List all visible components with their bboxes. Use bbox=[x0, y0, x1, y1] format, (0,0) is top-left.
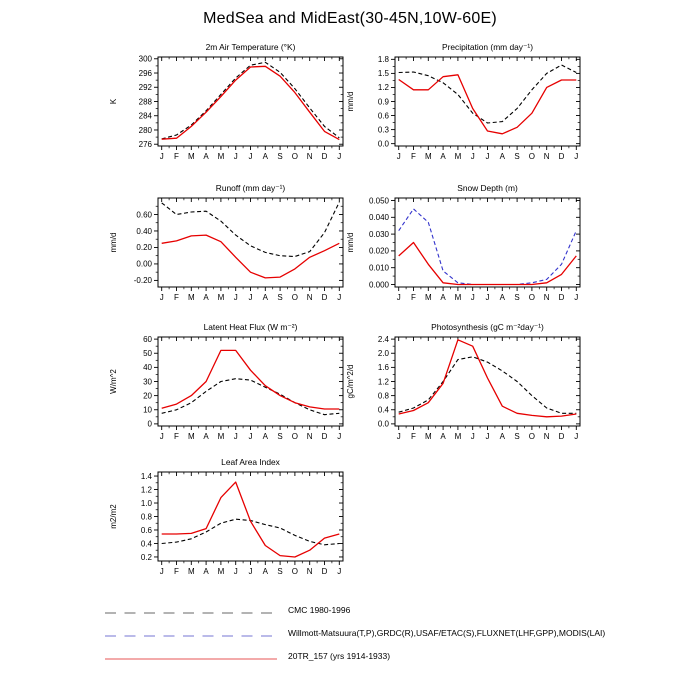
y-tick-label: 300 bbox=[138, 54, 152, 64]
y-tick-label: 276 bbox=[138, 140, 152, 150]
y-tick-label: 1.8 bbox=[377, 55, 389, 65]
x-tick-label: S bbox=[277, 567, 283, 576]
x-tick-label: J bbox=[470, 432, 475, 441]
x-tick-label: A bbox=[203, 567, 209, 576]
chart-svg bbox=[103, 319, 348, 453]
x-tick-label: M bbox=[217, 567, 225, 576]
plot-box bbox=[158, 198, 343, 287]
x-tick-label: J bbox=[337, 567, 342, 576]
x-tick-label: J bbox=[470, 152, 475, 161]
y-tick-label: 1.6 bbox=[377, 363, 389, 373]
panel-snow-depth bbox=[340, 180, 585, 314]
y-tick-label: 40 bbox=[143, 363, 152, 373]
legend-line-dashed-blue bbox=[105, 628, 277, 638]
series-line-dashed bbox=[162, 62, 340, 139]
series-line-dashed bbox=[162, 519, 340, 545]
y-tick-label: 1.2 bbox=[377, 83, 389, 93]
x-tick-label: M bbox=[187, 432, 195, 441]
x-tick-label: D bbox=[321, 152, 328, 161]
x-tick-label: A bbox=[440, 293, 446, 302]
panel-title: Leaf Area Index bbox=[221, 457, 280, 467]
x-tick-label: A bbox=[440, 432, 446, 441]
y-tick-label: -0.20 bbox=[133, 276, 152, 286]
x-tick-label: O bbox=[291, 152, 299, 161]
x-tick-label: S bbox=[277, 293, 283, 302]
y-tick-label: 0.8 bbox=[140, 512, 152, 522]
x-tick-label: O bbox=[528, 293, 536, 302]
x-tick-label: J bbox=[233, 152, 238, 161]
x-tick-label: J bbox=[248, 293, 253, 302]
series-line-solid bbox=[162, 66, 340, 139]
x-tick-label: F bbox=[174, 293, 179, 302]
y-tick-label: 2.0 bbox=[377, 349, 389, 359]
legend-line-svg bbox=[105, 631, 277, 641]
x-tick-label: N bbox=[306, 567, 313, 576]
y-tick-label: 2.4 bbox=[377, 334, 389, 344]
x-tick-label: J bbox=[574, 152, 579, 161]
panel-latent-heat-flux bbox=[103, 319, 348, 453]
y-tick-label: 0.00 bbox=[136, 259, 152, 269]
legend-line-svg bbox=[105, 654, 277, 664]
x-tick-label: N bbox=[306, 293, 313, 302]
y-tick-label: 0.3 bbox=[377, 125, 389, 135]
y-tick-label: 1.0 bbox=[140, 498, 152, 508]
x-tick-label: O bbox=[291, 432, 299, 441]
y-tick-label: 0.010 bbox=[368, 263, 389, 273]
x-tick-label: O bbox=[528, 152, 536, 161]
y-tick-label: 0.4 bbox=[140, 539, 152, 549]
y-axis-label: gC/m^2/d bbox=[346, 364, 355, 399]
y-tick-label: 0.4 bbox=[377, 405, 389, 415]
y-tick-label: 1.2 bbox=[377, 377, 389, 387]
x-tick-label: N bbox=[306, 152, 313, 161]
panel-2m-air-temperature bbox=[103, 39, 348, 173]
x-tick-label: A bbox=[203, 152, 209, 161]
x-tick-label: J bbox=[248, 567, 253, 576]
x-tick-label: F bbox=[411, 152, 416, 161]
x-tick-label: S bbox=[277, 152, 283, 161]
y-tick-label: 0.2 bbox=[140, 552, 152, 562]
x-tick-label: A bbox=[262, 152, 268, 161]
y-axis-label: K bbox=[109, 98, 118, 105]
y-axis-label: W/m^2 bbox=[109, 369, 118, 394]
x-tick-label: J bbox=[233, 432, 238, 441]
y-tick-label: 0.60 bbox=[136, 210, 152, 220]
x-tick-label: M bbox=[454, 293, 462, 302]
figure-title: MedSea and MidEast(30-45N,10W-60E) bbox=[203, 10, 497, 27]
y-tick-label: 288 bbox=[138, 97, 152, 107]
legend-label: 20TR_157 (yrs 1914-1933) bbox=[288, 650, 391, 661]
chart-svg bbox=[340, 180, 585, 314]
y-tick-label: 292 bbox=[138, 83, 152, 93]
x-tick-label: A bbox=[262, 432, 268, 441]
x-tick-label: D bbox=[558, 152, 565, 161]
x-tick-label: A bbox=[440, 152, 446, 161]
y-tick-label: 0.6 bbox=[377, 111, 389, 121]
x-tick-label: D bbox=[321, 432, 328, 441]
y-tick-label: 0.6 bbox=[140, 525, 152, 535]
x-tick-label: J bbox=[337, 432, 342, 441]
y-axis-label: mm/d bbox=[109, 232, 118, 253]
y-tick-label: 280 bbox=[138, 125, 152, 135]
legend-label: CMC 1980-1996 bbox=[288, 604, 351, 615]
x-tick-label: J bbox=[396, 432, 401, 441]
x-tick-label: M bbox=[217, 293, 225, 302]
x-tick-label: F bbox=[174, 432, 179, 441]
x-tick-label: A bbox=[499, 293, 505, 302]
x-tick-label: F bbox=[174, 567, 179, 576]
series-line-solid bbox=[162, 482, 340, 557]
x-tick-label: J bbox=[159, 567, 164, 576]
y-tick-label: 1.2 bbox=[140, 485, 152, 495]
x-tick-label: A bbox=[203, 432, 209, 441]
x-tick-label: J bbox=[485, 293, 490, 302]
series-line-solid bbox=[399, 243, 577, 285]
y-tick-label: 10 bbox=[143, 405, 152, 415]
y-tick-label: 0.20 bbox=[136, 243, 152, 253]
panel-leaf-area-index bbox=[103, 454, 348, 588]
x-tick-label: F bbox=[174, 152, 179, 161]
plot-box bbox=[158, 337, 343, 426]
x-tick-label: O bbox=[291, 567, 299, 576]
x-tick-label: J bbox=[159, 293, 164, 302]
y-tick-label: 0.050 bbox=[368, 196, 389, 206]
panel-title: Photosynthesis (gC m⁻²day⁻¹) bbox=[431, 322, 544, 332]
series-line-solid bbox=[162, 350, 340, 409]
x-tick-label: A bbox=[203, 293, 209, 302]
y-tick-label: 0.8 bbox=[377, 391, 389, 401]
legend-label: Willmott-Matsuura(T,P),GRDC(R),USAF/ETAC(S),FLUXNET(LHF,GPP),MODIS(LAI) bbox=[288, 627, 606, 638]
x-tick-label: M bbox=[187, 293, 195, 302]
x-tick-label: M bbox=[454, 152, 462, 161]
legend-line-svg bbox=[105, 608, 277, 618]
y-tick-label: 30 bbox=[143, 377, 152, 387]
x-tick-label: D bbox=[321, 293, 328, 302]
y-tick-label: 0.030 bbox=[368, 229, 389, 239]
y-tick-label: 0.040 bbox=[368, 213, 389, 223]
x-tick-label: N bbox=[543, 152, 550, 161]
x-tick-label: J bbox=[159, 152, 164, 161]
x-tick-label: A bbox=[262, 293, 268, 302]
x-tick-label: J bbox=[337, 152, 342, 161]
x-tick-label: N bbox=[543, 432, 550, 441]
legend-item bbox=[105, 621, 685, 644]
series-line-solid bbox=[399, 75, 577, 134]
x-tick-label: M bbox=[217, 152, 225, 161]
x-tick-label: J bbox=[159, 432, 164, 441]
chart-svg bbox=[103, 39, 348, 173]
x-tick-label: N bbox=[306, 432, 313, 441]
x-tick-label: M bbox=[187, 152, 195, 161]
y-tick-label: 0.000 bbox=[368, 280, 389, 290]
x-tick-label: F bbox=[411, 432, 416, 441]
x-tick-label: A bbox=[499, 152, 505, 161]
x-tick-label: J bbox=[485, 432, 490, 441]
series-line-solid bbox=[399, 340, 577, 417]
x-tick-label: M bbox=[424, 432, 432, 441]
x-tick-label: J bbox=[574, 432, 579, 441]
x-tick-label: S bbox=[514, 293, 520, 302]
x-tick-label: M bbox=[424, 293, 432, 302]
x-tick-label: M bbox=[454, 432, 462, 441]
y-tick-label: 0.0 bbox=[377, 419, 389, 429]
x-tick-label: M bbox=[217, 432, 225, 441]
x-tick-label: J bbox=[233, 567, 238, 576]
y-tick-label: 0.9 bbox=[377, 97, 389, 107]
chart-svg bbox=[340, 319, 585, 453]
y-axis-label: mm/d bbox=[346, 232, 355, 253]
series-line-dashed bbox=[399, 65, 577, 123]
x-tick-label: M bbox=[187, 567, 195, 576]
y-tick-label: 50 bbox=[143, 349, 152, 359]
plot-box bbox=[395, 337, 580, 426]
panel-title: Runoff (mm day⁻¹) bbox=[215, 183, 286, 193]
x-tick-label: M bbox=[424, 152, 432, 161]
x-tick-label: J bbox=[233, 293, 238, 302]
x-tick-label: J bbox=[470, 293, 475, 302]
y-tick-label: 20 bbox=[143, 391, 152, 401]
x-tick-label: J bbox=[337, 293, 342, 302]
legend-line-dashed-gray bbox=[105, 605, 277, 615]
x-tick-label: D bbox=[558, 293, 565, 302]
panel-photosynthesis bbox=[340, 319, 585, 453]
series-line-solid bbox=[162, 235, 340, 278]
chart-svg bbox=[340, 39, 585, 173]
x-tick-label: A bbox=[262, 567, 268, 576]
x-tick-label: D bbox=[321, 567, 328, 576]
plot-box bbox=[158, 472, 343, 561]
chart-svg bbox=[103, 454, 348, 588]
y-tick-label: 1.4 bbox=[140, 471, 152, 481]
x-tick-label: J bbox=[396, 152, 401, 161]
panel-title: Snow Depth (m) bbox=[457, 183, 518, 193]
y-tick-label: 1.5 bbox=[377, 69, 389, 79]
y-tick-label: 284 bbox=[138, 111, 152, 121]
x-tick-label: O bbox=[291, 293, 299, 302]
y-tick-label: 60 bbox=[143, 334, 152, 344]
x-tick-label: S bbox=[277, 432, 283, 441]
x-tick-label: J bbox=[248, 432, 253, 441]
legend-item bbox=[105, 598, 685, 621]
x-tick-label: J bbox=[485, 152, 490, 161]
y-axis-label: m2/m2 bbox=[109, 504, 118, 529]
x-tick-label: J bbox=[248, 152, 253, 161]
x-tick-label: O bbox=[528, 432, 536, 441]
y-axis-label: mm/d bbox=[346, 91, 355, 112]
x-tick-label: N bbox=[543, 293, 550, 302]
series-line-dashed bbox=[399, 209, 577, 285]
plot-box bbox=[158, 57, 343, 146]
y-tick-label: 296 bbox=[138, 68, 152, 78]
y-tick-label: 0.0 bbox=[377, 139, 389, 149]
x-tick-label: S bbox=[514, 432, 520, 441]
panel-title: 2m Air Temperature (°K) bbox=[205, 42, 296, 52]
y-tick-label: 0 bbox=[147, 419, 152, 429]
x-tick-label: A bbox=[499, 432, 505, 441]
panel-title: Latent Heat Flux (W m⁻²) bbox=[203, 322, 298, 332]
panel-runoff bbox=[103, 180, 348, 314]
legend-line-solid-red bbox=[105, 651, 277, 661]
x-tick-label: D bbox=[558, 432, 565, 441]
x-tick-label: J bbox=[396, 293, 401, 302]
y-tick-label: 0.020 bbox=[368, 246, 389, 256]
x-tick-label: F bbox=[411, 293, 416, 302]
legend bbox=[105, 598, 685, 667]
x-tick-label: J bbox=[574, 293, 579, 302]
y-tick-label: 0.40 bbox=[136, 226, 152, 236]
panel-precipitation bbox=[340, 39, 585, 173]
panel-title: Precipitation (mm day⁻¹) bbox=[442, 42, 533, 52]
legend-item bbox=[105, 644, 685, 667]
series-line-dashed bbox=[162, 202, 340, 256]
chart-svg bbox=[103, 180, 348, 314]
x-tick-label: S bbox=[514, 152, 520, 161]
